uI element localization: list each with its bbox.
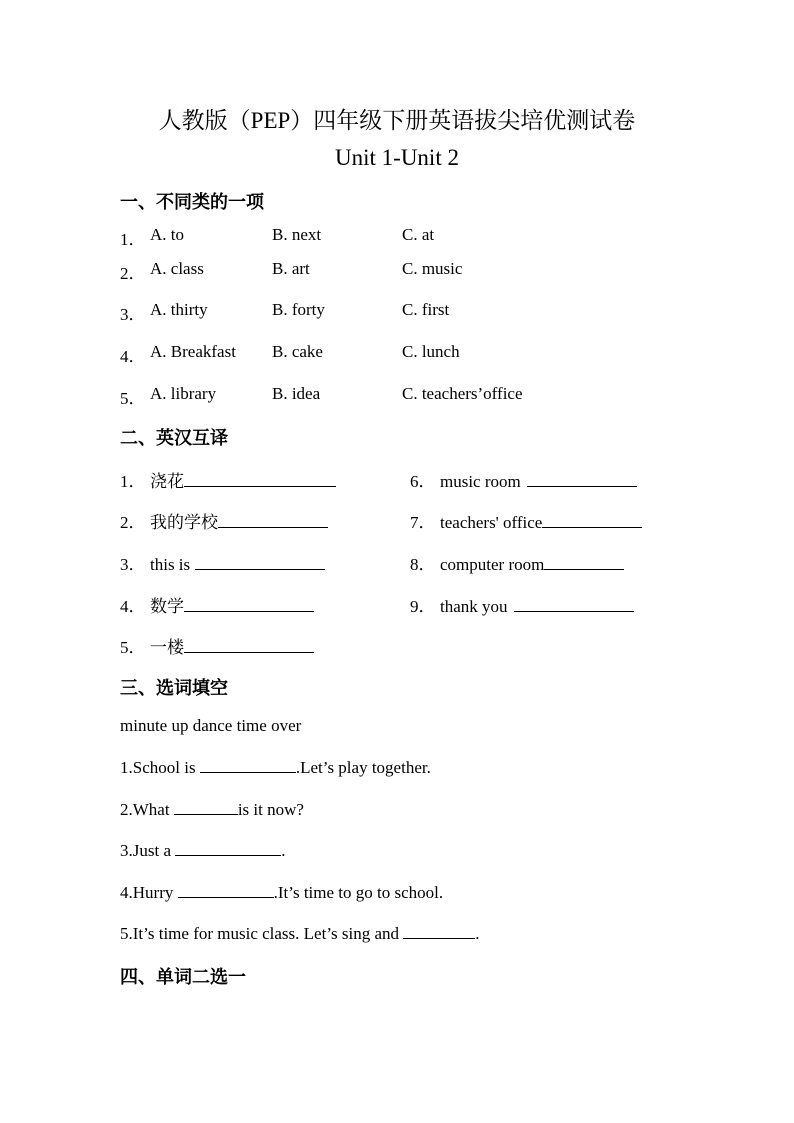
- s1-option-b: B. forty: [272, 300, 325, 319]
- s2-item-num: 6．: [410, 472, 436, 491]
- s1-item-1: [120, 225, 680, 250]
- s3-item-1: [120, 758, 431, 778]
- s3-item-pre: 4.Hurry: [120, 883, 178, 902]
- s3-item-post: .Let’s play together.: [295, 758, 431, 777]
- s2-item-text: thank you: [440, 597, 508, 616]
- section1-heading: 一、不同类的一项: [120, 192, 264, 213]
- s2-item-num: 1．: [120, 472, 146, 491]
- s1-option-b: B. art: [272, 259, 310, 278]
- s1-item-2: [120, 259, 680, 284]
- section4-heading: 四、单词二选一: [120, 967, 246, 988]
- s3-item-post: .It’s time to go to school.: [273, 883, 444, 902]
- s1-option-a: A. Breakfast: [150, 342, 236, 361]
- s2-item-text: 数学: [150, 597, 184, 616]
- answer-blank[interactable]: [184, 597, 314, 612]
- s2-item-6: [410, 467, 637, 492]
- s2-item-9: [410, 592, 634, 617]
- s1-option-c: C. first: [402, 300, 450, 319]
- s2-item-7: [410, 508, 642, 533]
- s1-item-num: 2．: [120, 264, 146, 283]
- s2-item-4: [120, 592, 314, 617]
- s1-option-b: B. next: [272, 225, 322, 244]
- answer-blank[interactable]: [195, 555, 325, 570]
- s1-item-num: 4．: [120, 347, 146, 366]
- s2-item-text: 浇花: [150, 472, 184, 491]
- s1-option-c: C. at: [402, 225, 435, 244]
- s2-item-num: 4．: [120, 597, 146, 616]
- answer-blank[interactable]: [184, 638, 314, 653]
- s2-item-8: [410, 550, 624, 575]
- s2-item-text: teachers' office: [440, 513, 543, 532]
- s2-item-text: this is: [150, 555, 191, 574]
- word-bank: minute up dance time over: [120, 716, 302, 735]
- answer-blank[interactable]: [542, 513, 642, 528]
- s1-item-4: [120, 342, 680, 367]
- s1-option-c: C. lunch: [402, 342, 460, 361]
- s1-item-num: 5．: [120, 389, 146, 408]
- s3-item-4: [120, 883, 443, 903]
- s3-item-5: [120, 924, 480, 944]
- s2-item-num: 8．: [410, 555, 436, 574]
- s3-item-pre: 2.What: [120, 800, 174, 819]
- s2-item-text: computer room: [440, 555, 545, 574]
- answer-blank[interactable]: [174, 800, 238, 815]
- s2-item-num: 5．: [120, 638, 146, 657]
- s3-item-2: [120, 800, 304, 820]
- s3-item-post: .: [475, 924, 480, 943]
- s2-item-1: [120, 467, 336, 492]
- s3-item-pre: 3.Just a: [120, 841, 176, 860]
- s3-item-post: is it now?: [237, 800, 304, 819]
- answer-blank[interactable]: [218, 513, 328, 528]
- answer-blank[interactable]: [178, 883, 274, 898]
- s2-item-text: music room: [440, 472, 521, 491]
- s2-item-5: [120, 633, 314, 658]
- answer-blank[interactable]: [514, 597, 634, 612]
- s1-option-b: B. cake: [272, 342, 323, 361]
- answer-blank[interactable]: [527, 472, 637, 487]
- section2-heading: 二、英汉互译: [120, 428, 228, 449]
- s1-item-3: [120, 300, 680, 325]
- s1-option-c: C. teachers’office: [402, 384, 523, 403]
- s1-option-a: A. to: [150, 225, 184, 244]
- s2-item-text: 一楼: [150, 638, 184, 657]
- s1-option-c: C. music: [402, 259, 463, 278]
- s3-item-pre: 5.It’s time for music class. Let’s sing and: [120, 924, 404, 943]
- s1-item-5: [120, 384, 680, 409]
- s2-item-num: 7．: [410, 513, 436, 532]
- answer-blank[interactable]: [184, 472, 336, 487]
- s2-item-num: 9．: [410, 597, 436, 616]
- s2-item-num: 3．: [120, 555, 146, 574]
- s2-item-3: [120, 550, 325, 575]
- s3-item-post: .: [281, 841, 286, 860]
- answer-blank[interactable]: [200, 758, 296, 773]
- s1-option-a: A. class: [150, 259, 204, 278]
- section3-heading: 三、选词填空: [120, 678, 228, 699]
- answer-blank[interactable]: [175, 841, 281, 856]
- s1-option-a: A. library: [150, 384, 217, 403]
- page-title: 人教版（PEP）四年级下册英语拔尖培优测试卷: [158, 108, 636, 133]
- s1-option-b: B. idea: [272, 384, 321, 403]
- s2-item-num: 2．: [120, 513, 146, 532]
- s1-item-num: 3．: [120, 305, 146, 324]
- answer-blank[interactable]: [403, 924, 475, 939]
- answer-blank[interactable]: [544, 555, 624, 570]
- s2-item-text: 我的学校: [150, 513, 218, 532]
- s2-item-2: [120, 508, 328, 533]
- s3-item-pre: 1.School is: [120, 758, 200, 777]
- s3-item-3: [120, 841, 286, 861]
- s1-item-num: 1．: [120, 230, 146, 249]
- page-subtitle: Unit 1-Unit 2: [335, 145, 459, 170]
- s1-option-a: A. thirty: [150, 300, 208, 319]
